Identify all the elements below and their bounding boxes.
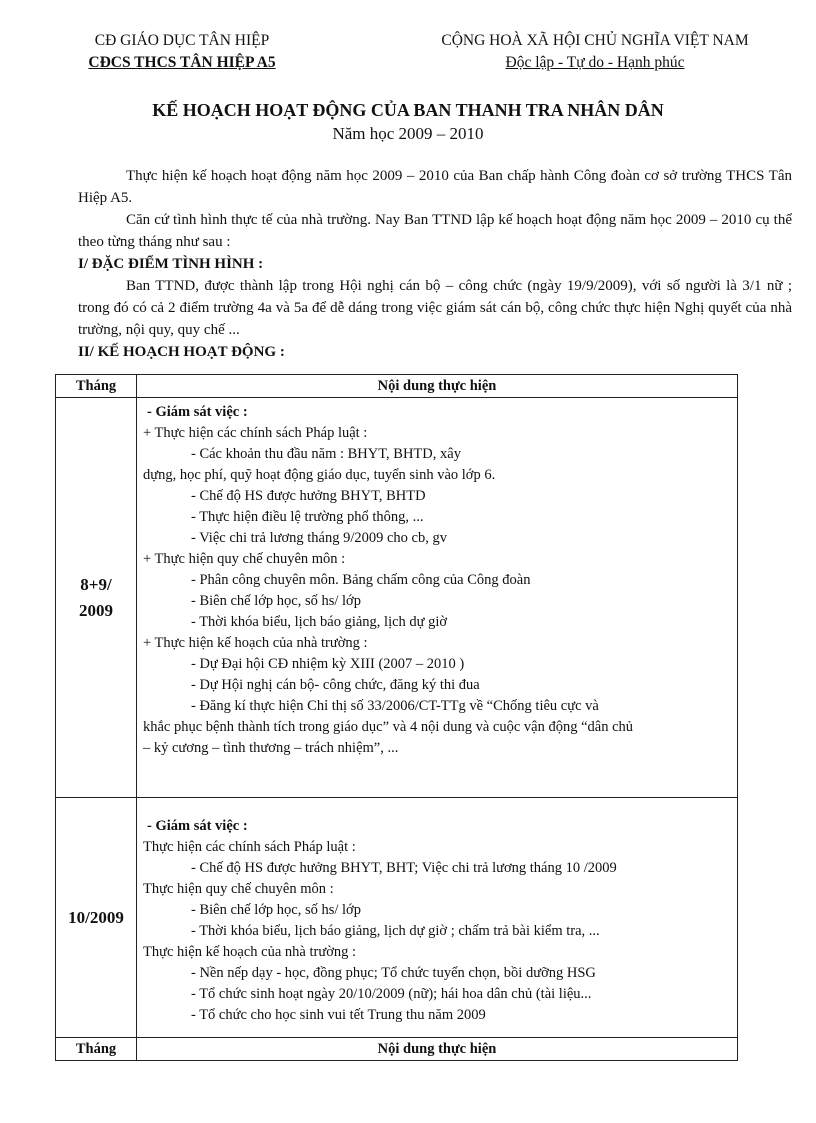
- list-item: Thực hiện kế hoạch của nhà trường :: [143, 944, 357, 960]
- list-item: + Thực hiện quy chế chuyên môn :: [143, 551, 346, 567]
- list-item: - Biên chế lớp học, số hs/ lớp: [191, 593, 361, 609]
- table-footer-header-row: [56, 1038, 738, 1061]
- header-content: Nội dung thực hiện: [137, 375, 738, 398]
- list-item: - Tổ chức cho học sinh vui tết Trung thu năm 2009: [191, 1007, 486, 1023]
- list-item: - Chế độ HS được hưởng BHYT, BHTD: [191, 488, 426, 504]
- department-name: CĐ GIÁO DỤC TÂN HIỆP: [94, 32, 270, 49]
- list-item: - Thời khóa biểu, lịch báo giảng, lịch dự giờ ; chấm trả bài kiểm tra, ...: [191, 923, 600, 939]
- table-row: [56, 798, 738, 1038]
- list-item: - Dự Đại hội CĐ nhiệm kỳ XIII (2007 – 2010 ): [191, 656, 465, 672]
- month-cell: [56, 798, 137, 1038]
- document-subtitle: Năm học 2009 – 2010: [332, 124, 484, 143]
- plan-table: [55, 374, 738, 1061]
- list-item: - Thời khóa biểu, lịch báo giảng, lịch dự giờ: [191, 614, 448, 630]
- list-item: - Phân công chuyên môn. Bảng chấm công của Công đoàn: [191, 572, 531, 588]
- month-line: 8+9/: [80, 574, 112, 594]
- list-item: + Thực hiện kế hoạch của nhà trường :: [143, 635, 368, 651]
- list-item: - Chế độ HS được hưởng BHYT, BHT; Việc chi trả lương tháng 10 /2009: [191, 860, 617, 876]
- list-item: - Thực hiện điều lệ trường phổ thông, ...: [191, 509, 424, 525]
- situation-paragraph: Ban TTND, được thành lập trong Hội nghị cán bộ – công chức (ngày 19/9/2009), với số người là 3/1 nữ ; trong đó có cả 2 điểm trường 4a và 5a để dễ dáng trong việc giám sát cán bộ, công chức thực hiện Nghị quyết của nhà trường, nội quy, quy chế ...: [78, 278, 792, 338]
- list-item: - Giám sát việc :: [147, 404, 248, 420]
- header-right: [410, 30, 780, 74]
- section-heading-2: II/ KẾ HOẠCH HOẠT ĐỘNG :: [78, 344, 285, 360]
- table-header-row: [56, 375, 738, 398]
- list-item: khắc phục bệnh thành tích trong giáo dục” và 4 nội dung và cuộc vận động “dân chủ: [143, 719, 634, 735]
- list-item: - Dự Hội nghị cán bộ- công chức, đăng ký thi đua: [191, 677, 480, 693]
- list-item: - Giám sát việc :: [147, 818, 248, 834]
- list-item: - Các khoản thu đầu năm : BHYT, BHTD, xây: [191, 446, 461, 462]
- intro-paragraph-1: Thực hiện kế hoạch hoạt động năm học 2009 – 2010 của Ban chấp hành Công đoàn cơ sở trường THCS Tân Hiệp A5.: [78, 168, 792, 206]
- intro-section: [78, 165, 792, 363]
- motto: Độc lập - Tự do - Hạnh phúc: [505, 54, 685, 71]
- month-line: 2009: [79, 600, 113, 620]
- month-line: 10/2009: [68, 907, 124, 927]
- table-row: [56, 398, 738, 798]
- header-left: [62, 30, 302, 74]
- list-item: - Tổ chức sinh hoạt ngày 20/10/2009 (nữ); hái hoa dân chủ (tài liệu...: [191, 986, 592, 1002]
- list-item: Thực hiện quy chế chuyên môn :: [143, 881, 334, 897]
- content-cell: [137, 398, 738, 798]
- intro-paragraph-2: Căn cứ tình hình thực tế của nhà trường. Nay Ban TTND lập kế hoạch hoạt động năm học 2009 – 2010 cụ thể theo từng tháng như sau :: [78, 212, 792, 250]
- country-name: CỘNG HOÀ XÃ HỘI CHỦ NGHĨA VIỆT NAM: [441, 32, 749, 49]
- footer-header-content: Nội dung thực hiện: [137, 1038, 738, 1061]
- list-item: - Biên chế lớp học, số hs/ lớp: [191, 902, 361, 918]
- header-month: Tháng: [56, 375, 137, 398]
- content-cell: [137, 798, 738, 1038]
- list-item: - Đăng kí thực hiện Chỉ thị số 33/2006/CT-TTg về “Chống tiêu cực và: [191, 698, 599, 714]
- list-item: + Thực hiện các chính sách Pháp luật :: [143, 425, 368, 441]
- list-item: – kỷ cương – tình thương – trách nhiệm”, ...: [143, 740, 399, 756]
- footer-header-month: Tháng: [56, 1038, 137, 1061]
- list-item: Thực hiện các chính sách Pháp luật :: [143, 839, 356, 855]
- month-cell: [56, 398, 137, 798]
- section-heading-1: I/ ĐẶC ĐIỂM TÌNH HÌNH :: [78, 256, 264, 272]
- list-item: - Nền nếp dạy - học, đồng phục; Tổ chức tuyển chọn, bồi dưỡng HSG: [191, 965, 596, 981]
- union-name: CĐCS THCS TÂN HIỆP A5: [88, 54, 276, 71]
- list-item: dựng, học phí, quỹ hoạt động giáo dục, tuyển sinh vào lớp 6.: [143, 467, 496, 483]
- document-title: KẾ HOẠCH HOẠT ĐỘNG CỦA BAN THANH TRA NHÂN DÂN: [152, 100, 664, 120]
- list-item: - Việc chi trả lương tháng 9/2009 cho cb, gv: [191, 530, 447, 546]
